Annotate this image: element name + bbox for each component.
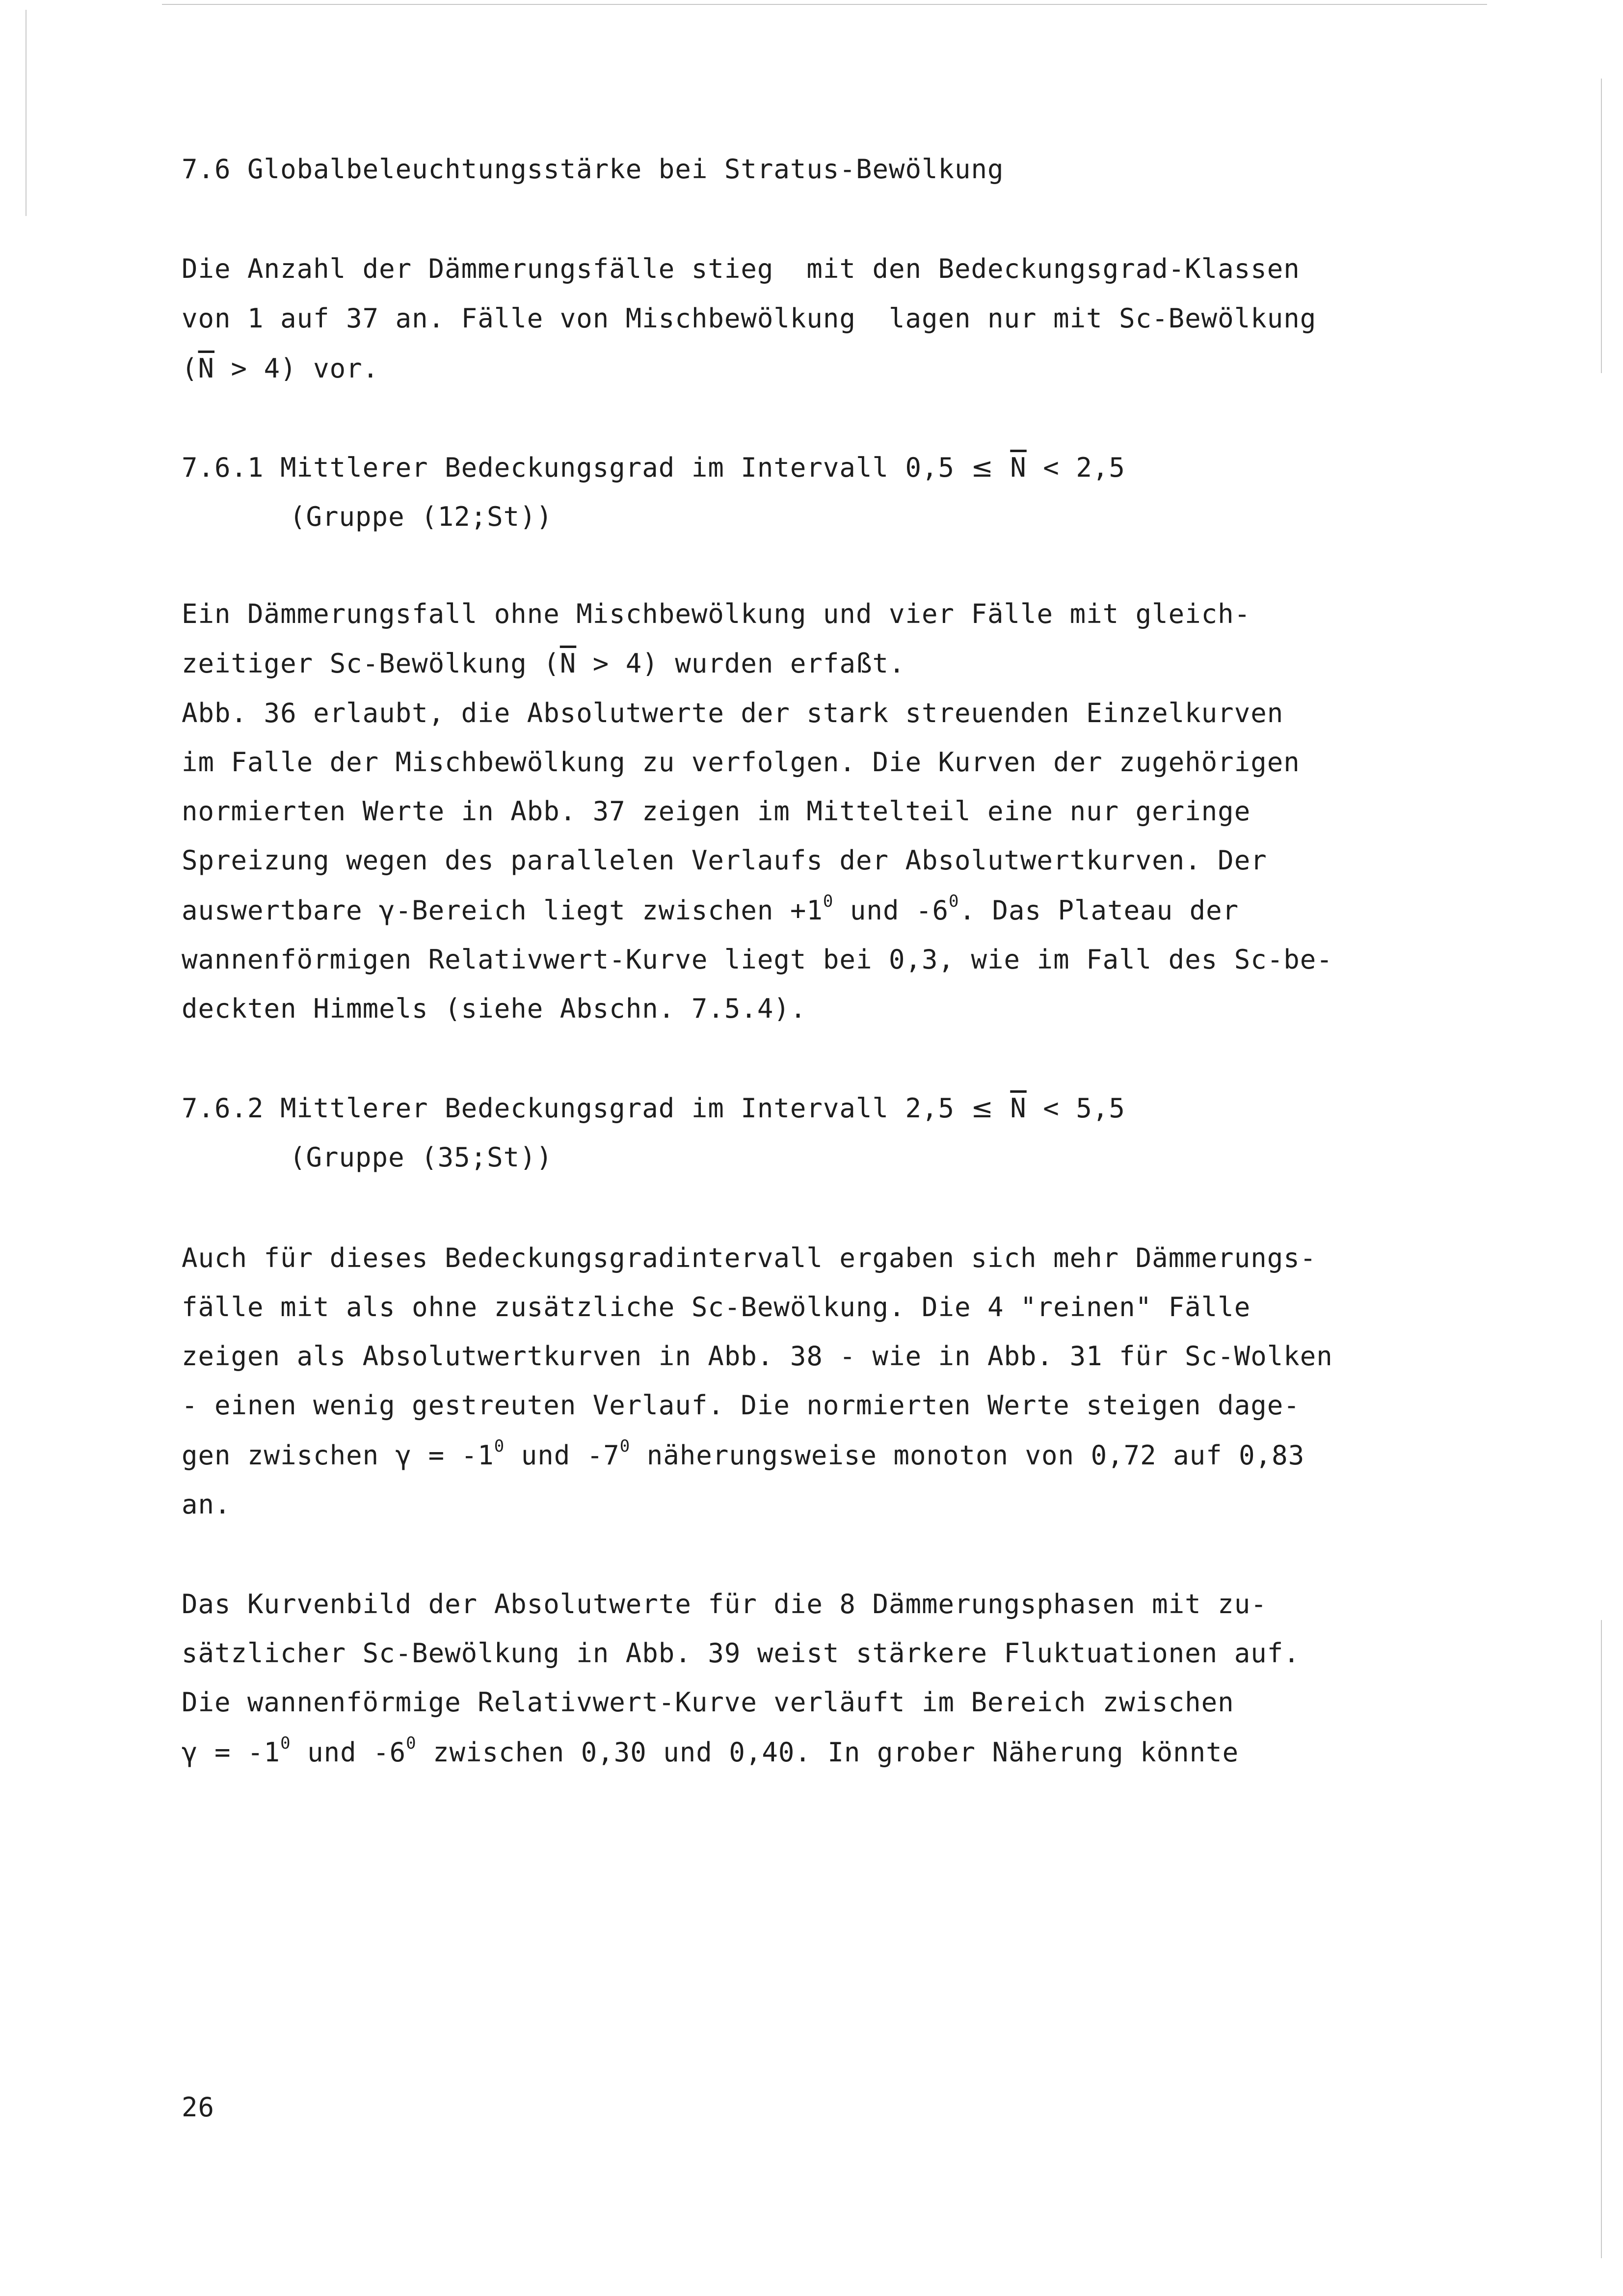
- section-heading-7-6-2: [182, 1092, 1125, 1125]
- text-fragment: . Das Plateau der: [959, 895, 1239, 926]
- text-fragment: gen zwischen γ = -1: [182, 1440, 494, 1471]
- paragraph-line: deckten Himmels (siehe Abschn. 7.5.4).: [182, 993, 807, 1024]
- leq-symbol: ≤: [971, 452, 994, 483]
- text-fragment: > 4) wurden erfaßt.: [576, 648, 905, 679]
- scan-edge-right-lower: [1601, 1620, 1602, 2258]
- paragraph-line: [182, 352, 379, 385]
- degree-superscript: 0: [280, 1733, 291, 1753]
- text-fragment: zeitiger Sc-Bewölkung (: [182, 648, 560, 679]
- group-label: (Gruppe (35;St)): [290, 1142, 553, 1173]
- paragraph-line: Abb. 36 erlaubt, die Absolutwerte der stark streuenden Einzelkurven: [182, 698, 1284, 729]
- text-fragment: und -7: [505, 1440, 620, 1471]
- paragraph-line: normierten Werte in Abb. 37 zeigen im Mittelteil eine nur geringe: [182, 796, 1251, 827]
- n-bar-symbol: $\overline{N}$: [1010, 1093, 1027, 1124]
- text-fragment: und -6: [833, 895, 949, 926]
- paragraph-line: Auch für dieses Bedeckungsgradintervall ergaben sich mehr Dämmerungs-: [182, 1243, 1317, 1273]
- paragraph-line: [182, 648, 905, 680]
- group-label: (Gruppe (12;St)): [290, 501, 553, 532]
- paragraph-line: zeigen als Absolutwertkurven in Abb. 38 - wie in Abb. 31 für Sc-Wolken: [182, 1341, 1333, 1372]
- leq-symbol: ≤: [971, 1093, 994, 1124]
- paragraph-line: [182, 1436, 1305, 1472]
- text-fragment: zwischen 0,30 und 0,40. In grober Näherung könnte: [416, 1737, 1239, 1768]
- section-heading-7-6-1: [182, 452, 1125, 484]
- n-bar-symbol: $\overline{N}$: [198, 353, 215, 384]
- paragraph-line: - einen wenig gestreuten Verlauf. Die normierten Werte steigen dage-: [182, 1390, 1300, 1421]
- paragraph-line: sätzlicher Sc-Bewölkung in Abb. 39 weist stärkere Fluktuationen auf.: [182, 1638, 1300, 1669]
- scan-edge-left: [26, 10, 27, 216]
- text-fragment: γ = -1: [182, 1737, 281, 1768]
- text-fragment: näherungsweise monoton von 0,72 auf 0,83: [630, 1440, 1305, 1471]
- paragraph-line: [182, 891, 1239, 927]
- degree-superscript: 0: [406, 1733, 417, 1753]
- n-bar-symbol: $\overline{N}$: [559, 648, 577, 679]
- paragraph-line: im Falle der Mischbewölkung zu verfolgen. Die Kurven der zugehörigen: [182, 747, 1300, 778]
- text-fragment: < 2,5: [1026, 452, 1125, 483]
- n-bar-symbol: $\overline{N}$: [1010, 452, 1027, 483]
- degree-superscript: 0: [619, 1436, 631, 1456]
- paragraph-line: von 1 auf 37 an. Fälle von Mischbewölkung lagen nur mit Sc-Bewölkung: [182, 303, 1317, 334]
- paragraph-line: Die Anzahl der Dämmerungsfälle stieg mit den Bedeckungsgrad-Klassen: [182, 253, 1300, 284]
- paragraph-line: [182, 1733, 1239, 1769]
- text-fragment: (: [182, 353, 198, 384]
- text-fragment: 7.6.1 Mittlerer Bedeckungsgrad im Intervall 0,5: [182, 452, 971, 483]
- degree-superscript: 0: [823, 891, 834, 911]
- scan-edge-top: [162, 4, 1487, 5]
- paragraph-line: an.: [182, 1489, 231, 1520]
- text-fragment: < 5,5: [1026, 1093, 1125, 1124]
- page-number: 26: [182, 2092, 215, 2123]
- paragraph-line: Ein Dämmerungsfall ohne Mischbewölkung und vier Fälle mit gleich-: [182, 598, 1251, 629]
- text-fragment: 4) vor.: [264, 353, 379, 384]
- degree-superscript: 0: [948, 891, 959, 911]
- text-fragment: und -6: [291, 1737, 406, 1768]
- text-fragment: auswertbare γ-Bereich liegt zwischen +1: [182, 895, 823, 926]
- scan-edge-right: [1601, 79, 1602, 373]
- section-heading-7-6: 7.6 Globalbeleuchtungsstärke bei Stratus-Bewölkung: [182, 154, 1004, 185]
- text-fragment: 7.6.2 Mittlerer Bedeckungsgrad im Intervall 2,5: [182, 1093, 971, 1124]
- text-fragment: >: [214, 353, 264, 384]
- paragraph-line: fälle mit als ohne zusätzliche Sc-Bewölkung. Die 4 "reinen" Fälle: [182, 1292, 1251, 1323]
- degree-superscript: 0: [494, 1436, 505, 1456]
- paragraph-line: Die wannenförmige Relativwert-Kurve verläuft im Bereich zwischen: [182, 1687, 1234, 1718]
- paragraph-line: Spreizung wegen des parallelen Verlaufs der Absolutwertkurven. Der: [182, 845, 1267, 876]
- paragraph-line: wannenförmigen Relativwert-Kurve liegt bei 0,3, wie im Fall des Sc-be-: [182, 944, 1333, 975]
- paragraph-line: Das Kurvenbild der Absolutwerte für die 8 Dämmerungsphasen mit zu-: [182, 1589, 1267, 1620]
